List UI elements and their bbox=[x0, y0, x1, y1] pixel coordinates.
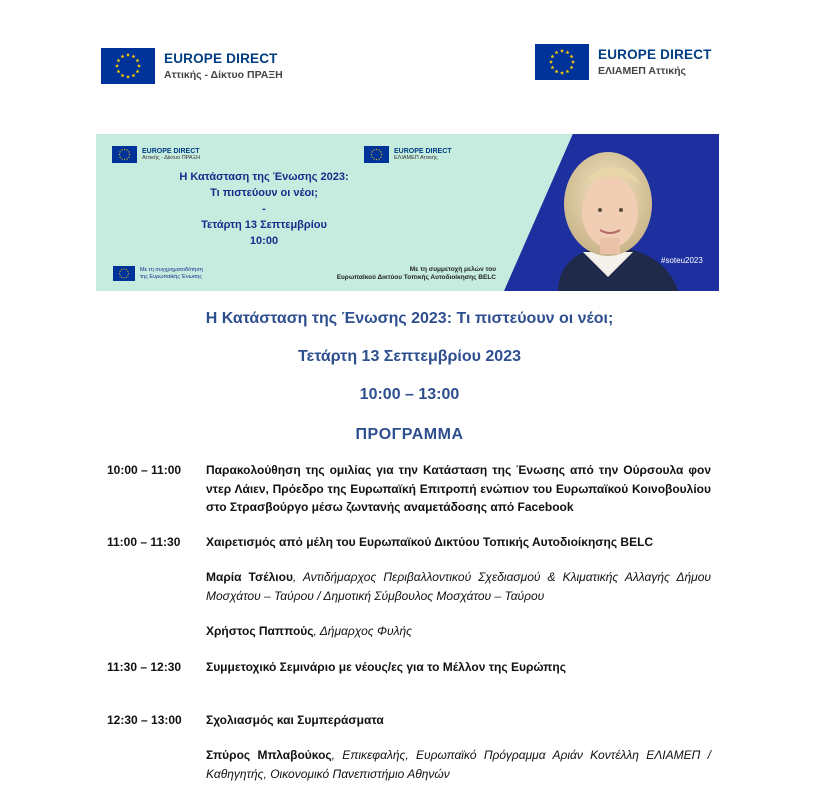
banner-logo-title: EUROPE DIRECT bbox=[142, 147, 200, 155]
eu-flag-icon bbox=[101, 48, 155, 84]
eu-star bbox=[571, 60, 575, 64]
eu-star bbox=[376, 159, 378, 161]
eu-flag-icon bbox=[535, 44, 589, 80]
speaker-name: Μαρία Τσέλιου bbox=[206, 570, 293, 584]
event-date: Τετάρτη 13 Σεπτεμβρίου 2023 bbox=[298, 348, 521, 365]
program-text: Συμμετοχικό Σεμινάριο με νέους/ες για το Μέλλον της Ευρώπης bbox=[206, 660, 566, 674]
eu-star bbox=[123, 268, 125, 270]
eu-star bbox=[381, 154, 383, 156]
eu-star bbox=[373, 158, 375, 160]
speaker-entry bbox=[206, 622, 711, 641]
banner-title-time: 10:00 bbox=[249, 234, 279, 247]
cofunded-logo bbox=[108, 266, 212, 281]
eu-star bbox=[137, 64, 141, 68]
eu-star bbox=[560, 71, 564, 75]
eu-star bbox=[119, 273, 121, 275]
eu-star bbox=[136, 69, 140, 73]
eu-star bbox=[127, 275, 129, 277]
program-text: Παρακολούθηση της ομιλίας για την Κατάσταση της Ένωσης από την Ούρσουλα φον ντερ Λάιεν, Πρόεδρο της Ευρωπαϊκή Επιτροπή ενώπιον του Ευρωπαϊκού Κοινοβουλίου στο Στρασβούργο μέσω ζωντανής αναμετάδοσης από Facebook bbox=[206, 463, 711, 514]
eu-star bbox=[570, 65, 574, 69]
speaker-entry bbox=[206, 746, 711, 783]
eu-star bbox=[119, 151, 121, 153]
eu-star bbox=[125, 277, 127, 279]
eu-star bbox=[119, 275, 121, 277]
program-time: 12:30 – 13:00 bbox=[107, 713, 182, 727]
eu-star bbox=[378, 158, 380, 160]
eu-star bbox=[115, 64, 119, 68]
program-text: Σχολιασμός και Συμπεράσματα bbox=[206, 713, 384, 727]
event-title: Η Κατάσταση της Ένωσης 2023: Τι πιστεύουν οι νέοι; bbox=[205, 310, 614, 327]
eu-star bbox=[132, 54, 136, 58]
eu-star bbox=[566, 69, 570, 73]
eu-star bbox=[560, 49, 564, 53]
banner-logo-praxi bbox=[112, 146, 200, 163]
speaker-role: , Αντιδήμαρχος Περιβαλλοντικού Σχεδιασμού & Κλιματικής Αλλαγής Δήμου Μοσχάτου – Ταύρου / Δημοτική Σύμβουλος Μοσχάτου – Ταύρου bbox=[206, 570, 711, 603]
speaker-name: Σπύρος Μπλαβούκος bbox=[206, 748, 332, 762]
eu-star bbox=[549, 60, 553, 64]
speaker-entry bbox=[206, 568, 711, 605]
eu-star bbox=[128, 151, 130, 153]
eu-star bbox=[121, 269, 123, 271]
eu-star bbox=[125, 269, 127, 271]
eu-flag-icon bbox=[364, 146, 389, 163]
program-time: 11:30 – 12:30 bbox=[107, 660, 182, 674]
eu-star bbox=[371, 151, 373, 153]
eu-star bbox=[124, 148, 126, 150]
banner-title-line2: Τι πιστεύουν οι νέοι; bbox=[210, 186, 318, 199]
eu-star bbox=[126, 158, 128, 160]
eu-star bbox=[121, 54, 125, 58]
eu-star bbox=[127, 270, 129, 272]
eu-flag-icon bbox=[112, 146, 137, 163]
participation-line2: Ευρωπαϊκού Δικτύου Τοπικής Αυτοδιοίκησης BELC bbox=[336, 274, 496, 282]
eu-flag-icon bbox=[113, 266, 135, 281]
speaker-portrait bbox=[528, 142, 688, 291]
program-text: Χαιρετισμός από μέλη του Ευρωπαϊκού Δικτύου Τοπικής Αυτοδιοίκησης BELC bbox=[206, 535, 654, 549]
eu-star bbox=[118, 154, 120, 156]
eu-star bbox=[371, 156, 373, 158]
banner-title-date: Τετάρτη 13 Σεπτεμβρίου bbox=[201, 218, 327, 231]
eu-star bbox=[566, 50, 570, 54]
logo-title: EUROPE DIRECT bbox=[164, 51, 278, 67]
event-banner bbox=[96, 134, 719, 291]
speaker-name: Χρήστος Παππούς bbox=[206, 624, 314, 638]
program-time: 10:00 – 11:00 bbox=[107, 463, 182, 477]
eu-star bbox=[126, 75, 130, 79]
eu-star bbox=[121, 149, 123, 151]
eu-star bbox=[121, 73, 125, 77]
speaker-role: , Επικεφαλής, Ευρωπαϊκό Πρόγραμμα Αριάν Κοντέλλη ΕΛΙΑΜΕΠ / Καθηγητής, Οικονομικό Πανεπιστήμιο Αθηνών bbox=[206, 748, 711, 781]
europe-direct-eliamep-logo bbox=[535, 44, 712, 80]
banner-logo-title: EUROPE DIRECT bbox=[394, 147, 452, 155]
eu-star bbox=[124, 159, 126, 161]
eu-star bbox=[380, 156, 382, 158]
eu-star bbox=[550, 65, 554, 69]
eu-star bbox=[126, 149, 128, 151]
participation-note bbox=[286, 266, 496, 283]
participation-line1: Με τη συμμετοχή μελών του bbox=[409, 266, 496, 273]
cofunded-text: Με τη συγχρηματοδότηση της Ευρωπαϊκής Ένωσης bbox=[140, 267, 203, 280]
eu-star bbox=[116, 69, 120, 73]
eu-star bbox=[373, 149, 375, 151]
eu-star bbox=[128, 156, 130, 158]
eu-star bbox=[121, 158, 123, 160]
speaker-role: , Δήμαρχος Φυλής bbox=[313, 624, 412, 638]
eu-star bbox=[119, 270, 121, 272]
event-time: 10:00 – 13:00 bbox=[359, 386, 460, 403]
banner-title bbox=[144, 170, 384, 250]
logo-title: EUROPE DIRECT bbox=[598, 47, 712, 63]
banner-title-dash: - bbox=[262, 202, 266, 215]
eu-star bbox=[116, 58, 120, 62]
banner-logo-eliamep bbox=[364, 146, 452, 163]
eu-star bbox=[128, 273, 130, 275]
eu-star bbox=[119, 156, 121, 158]
eu-star bbox=[132, 73, 136, 77]
eu-star bbox=[380, 151, 382, 153]
eu-star bbox=[136, 58, 140, 62]
logo-subtitle: Αττικής - Δίκτυο ΠΡΑΞΗ bbox=[164, 68, 283, 81]
eu-star bbox=[555, 69, 559, 73]
eu-star bbox=[126, 53, 130, 57]
banner-logo-subtitle: ΕΛΙΑΜΕΠ Αττικής bbox=[394, 155, 438, 162]
eu-star bbox=[121, 277, 123, 279]
hashtag: #soteu2023 bbox=[661, 256, 703, 265]
eu-star bbox=[370, 154, 372, 156]
banner-logo-subtitle: Αττικής - Δίκτυο ΠΡΑΞΗ bbox=[142, 155, 201, 162]
program-heading: ΠΡΟΓΡΑΜΜΑ bbox=[355, 426, 464, 443]
eu-star bbox=[123, 277, 125, 279]
eu-star bbox=[378, 149, 380, 151]
eu-star bbox=[376, 148, 378, 150]
eu-star bbox=[555, 50, 559, 54]
banner-title-line1: Η Κατάσταση της Ένωσης 2023: bbox=[179, 171, 349, 183]
eu-star bbox=[550, 54, 554, 58]
europe-direct-praxi-logo bbox=[101, 48, 283, 84]
eu-star bbox=[570, 54, 574, 58]
logo-subtitle: ΕΛΙΑΜΕΠ Αττικής bbox=[598, 64, 686, 77]
eu-star bbox=[129, 154, 131, 156]
program-time: 11:00 – 11:30 bbox=[107, 535, 181, 549]
